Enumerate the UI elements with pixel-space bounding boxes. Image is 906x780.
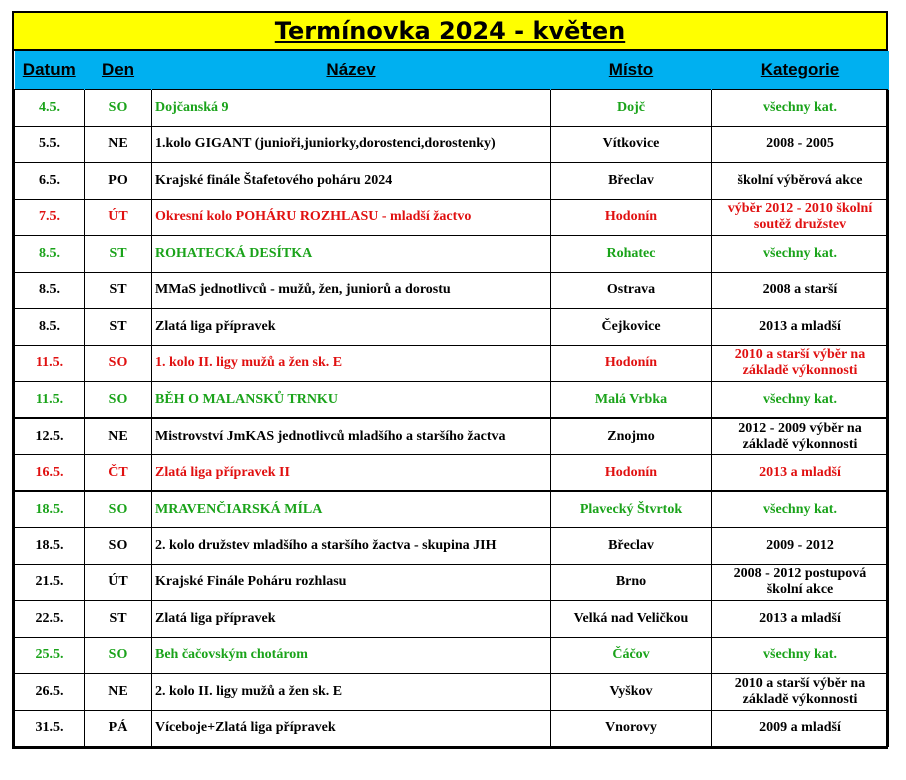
day-cell: PO xyxy=(85,163,152,200)
date-cell: 16.5. xyxy=(15,455,85,492)
table-row xyxy=(15,345,889,382)
event-name-cell: Zlatá liga přípravek xyxy=(152,601,551,638)
place-cell: Plavecký Štvrtok xyxy=(551,491,712,528)
date-cell: 31.5. xyxy=(15,710,85,747)
date-cell: 8.5. xyxy=(15,309,85,346)
day-cell: SO xyxy=(85,382,152,419)
column-header-nazev: Název xyxy=(152,51,551,90)
category-cell: 2013 a mladší xyxy=(712,309,889,346)
table-row xyxy=(15,199,889,236)
date-cell: 8.5. xyxy=(15,236,85,273)
schedule-rows xyxy=(15,90,889,747)
category-cell: všechny kat. xyxy=(712,90,889,127)
day-cell: NE xyxy=(85,126,152,163)
date-cell: 8.5. xyxy=(15,272,85,309)
place-cell: Vyškov xyxy=(551,674,712,711)
table-row xyxy=(15,601,889,638)
date-cell: 4.5. xyxy=(15,90,85,127)
event-name-cell: Zlatá liga přípravek xyxy=(152,309,551,346)
date-cell: 18.5. xyxy=(15,491,85,528)
category-cell: 2009 a mladší xyxy=(712,710,889,747)
event-name-cell: 1.kolo GIGANT (junioři,juniorky,dorostenci,dorostenky) xyxy=(152,126,551,163)
place-cell: Znojmo xyxy=(551,418,712,455)
table-row xyxy=(15,528,889,565)
event-name-cell: Víceboje+Zlatá liga přípravek xyxy=(152,710,551,747)
event-name-cell: Beh čačovským chotárom xyxy=(152,637,551,674)
table-row xyxy=(15,272,889,309)
category-cell: 2009 - 2012 xyxy=(712,528,889,565)
day-cell: NE xyxy=(85,674,152,711)
event-name-cell: MRAVENČIARSKÁ MÍLA xyxy=(152,491,551,528)
table-row xyxy=(15,163,889,200)
day-cell: ST xyxy=(85,601,152,638)
day-cell: ÚT xyxy=(85,199,152,236)
day-cell: ST xyxy=(85,309,152,346)
schedule-table xyxy=(14,51,889,747)
event-name-cell: Okresní kolo POHÁRU ROZHLASU - mladší žactvo xyxy=(152,199,551,236)
table-row xyxy=(15,564,889,601)
page-title: Termínovka 2024 - květen xyxy=(14,13,886,51)
event-name-cell: 2. kolo II. ligy mužů a žen sk. E xyxy=(152,674,551,711)
table-row xyxy=(15,309,889,346)
place-cell: Hodonín xyxy=(551,199,712,236)
table-row xyxy=(15,126,889,163)
place-cell: Čejkovice xyxy=(551,309,712,346)
table-row xyxy=(15,236,889,273)
table-row xyxy=(15,418,889,455)
place-cell: Břeclav xyxy=(551,528,712,565)
day-cell: SO xyxy=(85,345,152,382)
place-cell: Vnorovy xyxy=(551,710,712,747)
category-cell: školní výběrová akce xyxy=(712,163,889,200)
schedule-sheet xyxy=(12,11,888,749)
category-cell: 2008 - 2005 xyxy=(712,126,889,163)
column-header-den: Den xyxy=(85,51,152,90)
date-cell: 11.5. xyxy=(15,345,85,382)
category-cell: výběr 2012 - 2010 školní soutěž družstev xyxy=(712,199,889,236)
table-row xyxy=(15,637,889,674)
day-cell: SO xyxy=(85,491,152,528)
place-cell: Dojč xyxy=(551,90,712,127)
category-cell: všechny kat. xyxy=(712,236,889,273)
day-cell: ST xyxy=(85,272,152,309)
column-header-kategorie: Kategorie xyxy=(712,51,889,90)
place-cell: Hodonín xyxy=(551,455,712,492)
event-name-cell: Dojčanská 9 xyxy=(152,90,551,127)
table-row xyxy=(15,90,889,127)
category-cell: 2013 a mladší xyxy=(712,455,889,492)
place-cell: Velká nad Veličkou xyxy=(551,601,712,638)
date-cell: 6.5. xyxy=(15,163,85,200)
event-name-cell: Zlatá liga přípravek II xyxy=(152,455,551,492)
date-cell: 7.5. xyxy=(15,199,85,236)
category-cell: 2010 a starší výběr na základě výkonnosti xyxy=(712,674,889,711)
place-cell: Břeclav xyxy=(551,163,712,200)
day-cell: SO xyxy=(85,90,152,127)
category-cell: 2008 - 2012 postupová školní akce xyxy=(712,564,889,601)
category-cell: 2008 a starší xyxy=(712,272,889,309)
place-cell: Čáčov xyxy=(551,637,712,674)
place-cell: Rohatec xyxy=(551,236,712,273)
category-cell: 2012 - 2009 výběr na základě výkonnosti xyxy=(712,418,889,455)
column-header-datum: Datum xyxy=(15,51,85,90)
table-row xyxy=(15,382,889,419)
date-cell: 25.5. xyxy=(15,637,85,674)
place-cell: Ostrava xyxy=(551,272,712,309)
place-cell: Malá Vrbka xyxy=(551,382,712,419)
event-name-cell: 1. kolo II. ligy mužů a žen sk. E xyxy=(152,345,551,382)
date-cell: 26.5. xyxy=(15,674,85,711)
place-cell: Hodonín xyxy=(551,345,712,382)
table-row xyxy=(15,491,889,528)
event-name-cell: Krajské finále Štafetového poháru 2024 xyxy=(152,163,551,200)
day-cell: NE xyxy=(85,418,152,455)
date-cell: 22.5. xyxy=(15,601,85,638)
header-row xyxy=(15,51,889,90)
event-name-cell: 2. kolo družstev mladšího a staršího žactva - skupina JIH xyxy=(152,528,551,565)
category-cell: všechny kat. xyxy=(712,491,889,528)
day-cell: PÁ xyxy=(85,710,152,747)
day-cell: SO xyxy=(85,528,152,565)
day-cell: ÚT xyxy=(85,564,152,601)
event-name-cell: BĚH O MALANSKŮ TRNKU xyxy=(152,382,551,419)
date-cell: 11.5. xyxy=(15,382,85,419)
category-cell: 2010 a starší výběr na základě výkonnosti xyxy=(712,345,889,382)
place-cell: Vítkovice xyxy=(551,126,712,163)
day-cell: ČT xyxy=(85,455,152,492)
event-name-cell: Krajské Finále Poháru rozhlasu xyxy=(152,564,551,601)
table-row xyxy=(15,710,889,747)
event-name-cell: ROHATECKÁ DESÍTKA xyxy=(152,236,551,273)
category-cell: 2013 a mladší xyxy=(712,601,889,638)
date-cell: 12.5. xyxy=(15,418,85,455)
date-cell: 18.5. xyxy=(15,528,85,565)
table-row xyxy=(15,455,889,492)
category-cell: všechny kat. xyxy=(712,637,889,674)
day-cell: ST xyxy=(85,236,152,273)
date-cell: 5.5. xyxy=(15,126,85,163)
event-name-cell: MMaS jednotlivců - mužů, žen, juniorů a dorostu xyxy=(152,272,551,309)
column-header-misto: Místo xyxy=(551,51,712,90)
date-cell: 21.5. xyxy=(15,564,85,601)
event-name-cell: Mistrovství JmKAS jednotlivců mladšího a staršího žactva xyxy=(152,418,551,455)
place-cell: Brno xyxy=(551,564,712,601)
table-row xyxy=(15,674,889,711)
category-cell: všechny kat. xyxy=(712,382,889,419)
day-cell: SO xyxy=(85,637,152,674)
